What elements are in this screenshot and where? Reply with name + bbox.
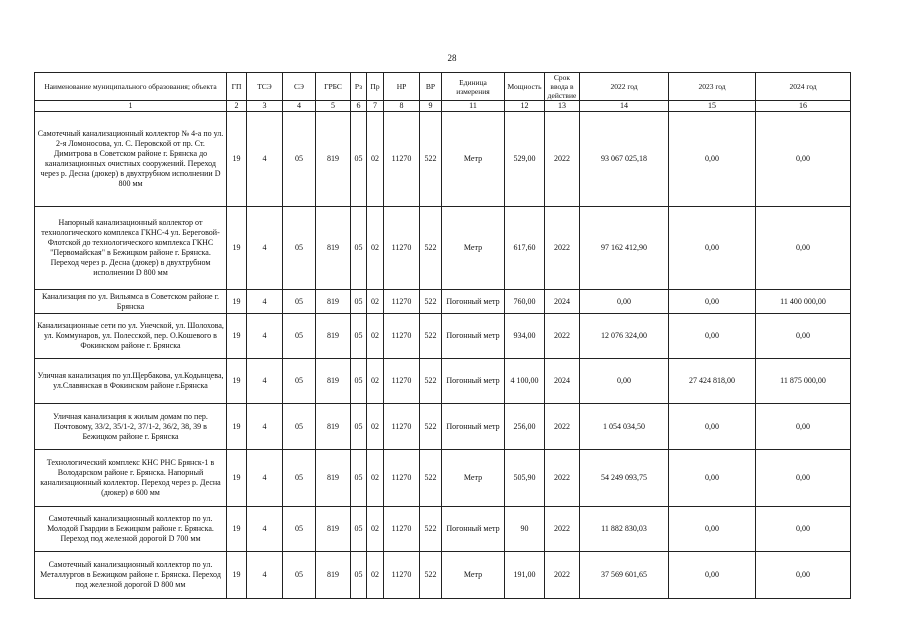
cell-deadline: 2022	[545, 314, 580, 359]
cell-tse: 4	[247, 290, 283, 314]
cell-2024: 0,00	[756, 450, 851, 507]
cell-tse: 4	[247, 359, 283, 404]
cell-gp: 19	[227, 207, 247, 290]
object-name: Уличная канализация по ул.Щербакова, ул.Кодынцева, ул.Славянская в Фокинском районе г.Брянска	[35, 359, 227, 404]
table-row	[35, 359, 851, 404]
cell-2022: 0,00	[580, 359, 669, 404]
cell-deadline: 2024	[545, 359, 580, 404]
column-number: 7	[367, 101, 384, 112]
cell-grbs: 819	[316, 112, 351, 207]
cell-capacity: 934,00	[505, 314, 545, 359]
cell-2023: 0,00	[669, 290, 756, 314]
cell-se: 05	[283, 207, 316, 290]
cell-2022: 12 076 324,00	[580, 314, 669, 359]
cell-nr: 11270	[384, 552, 420, 599]
column-number: 11	[442, 101, 505, 112]
cell-deadline: 2022	[545, 112, 580, 207]
cell-gp: 19	[227, 552, 247, 599]
column-number: 9	[420, 101, 442, 112]
cell-2024: 0,00	[756, 507, 851, 552]
cell-2023: 27 424 818,00	[669, 359, 756, 404]
header-2024: 2024 год	[756, 73, 851, 101]
object-name: Самотечный канализационный коллектор № 4-а по ул. 2-я Ломоносова, ул. С. Перовской от пр. Ст. Димитрова в Советском районе г. Брянска до канализационных очистных сооружений. Переход через р. Десна (дюкер) в двухтрубном исполнении D 800 мм	[35, 112, 227, 207]
header-deadline: Срок ввода в действие	[545, 73, 580, 101]
table-row	[35, 290, 851, 314]
cell-unit: Погонный метр	[442, 314, 505, 359]
table-row	[35, 552, 851, 599]
cell-pr: 02	[367, 207, 384, 290]
cell-deadline: 2024	[545, 290, 580, 314]
cell-deadline: 2022	[545, 404, 580, 450]
column-number: 6	[351, 101, 367, 112]
cell-vr: 522	[420, 112, 442, 207]
cell-2023: 0,00	[669, 112, 756, 207]
column-number: 13	[545, 101, 580, 112]
cell-se: 05	[283, 450, 316, 507]
cell-nr: 11270	[384, 207, 420, 290]
cell-gp: 19	[227, 450, 247, 507]
cell-capacity: 529,00	[505, 112, 545, 207]
cell-rz: 05	[351, 112, 367, 207]
cell-unit: Метр	[442, 450, 505, 507]
cell-grbs: 819	[316, 552, 351, 599]
cell-tse: 4	[247, 112, 283, 207]
cell-capacity: 90	[505, 507, 545, 552]
column-number: 8	[384, 101, 420, 112]
cell-2023: 0,00	[669, 404, 756, 450]
cell-rz: 05	[351, 359, 367, 404]
cell-2023: 0,00	[669, 552, 756, 599]
cell-pr: 02	[367, 314, 384, 359]
object-name: Уличная канализация к жилым домам по пер. Почтовому, 33/2, 35/1-2, 37/1-2, 36/2, 38, 39 в Бежицком районе г. Брянска	[35, 404, 227, 450]
cell-capacity: 256,00	[505, 404, 545, 450]
cell-unit: Погонный метр	[442, 507, 505, 552]
cell-grbs: 819	[316, 314, 351, 359]
cell-grbs: 819	[316, 450, 351, 507]
cell-2022: 93 067 025,18	[580, 112, 669, 207]
cell-nr: 11270	[384, 112, 420, 207]
cell-pr: 02	[367, 450, 384, 507]
object-name: Самотечный канализационный коллектор по ул. Молодой Гвардии в Бежицком районе г. Брянска. Переход под железной дорогой D 700 мм	[35, 507, 227, 552]
column-number: 12	[505, 101, 545, 112]
cell-rz: 05	[351, 552, 367, 599]
cell-nr: 11270	[384, 507, 420, 552]
cell-2022: 97 162 412,90	[580, 207, 669, 290]
object-name: Канализация по ул. Вильямса в Советском районе г. Брянска	[35, 290, 227, 314]
column-number: 1	[35, 101, 227, 112]
header-2023: 2023 год	[669, 73, 756, 101]
cell-2022: 11 882 830,03	[580, 507, 669, 552]
header-vr: ВР	[420, 73, 442, 101]
cell-vr: 522	[420, 359, 442, 404]
cell-gp: 19	[227, 314, 247, 359]
cell-pr: 02	[367, 507, 384, 552]
cell-se: 05	[283, 359, 316, 404]
cell-2024: 0,00	[756, 552, 851, 599]
cell-nr: 11270	[384, 314, 420, 359]
cell-pr: 02	[367, 290, 384, 314]
header-se: СЭ	[283, 73, 316, 101]
cell-se: 05	[283, 507, 316, 552]
cell-nr: 11270	[384, 450, 420, 507]
cell-2024: 0,00	[756, 314, 851, 359]
cell-vr: 522	[420, 404, 442, 450]
object-name: Напорный канализационный коллектор от технологического комплекса ГКНС-4 ул. Береговой-Флотской до технологического комплекса ГКНС "Первомайская" в Бежицком районе г. Брянска. Переход через р. Десна (дюкер) в двухтрубном исполнении D 800 мм	[35, 207, 227, 290]
cell-pr: 02	[367, 404, 384, 450]
column-number: 3	[247, 101, 283, 112]
object-name: Технологический комплекс КНС РНС Брянск-1 в Володарском районе г. Брянска. Напорный канализационный коллектор. Переход через р. Десна (дюкер) ø 600 мм	[35, 450, 227, 507]
cell-rz: 05	[351, 507, 367, 552]
cell-deadline: 2022	[545, 552, 580, 599]
cell-2024: 0,00	[756, 404, 851, 450]
cell-tse: 4	[247, 404, 283, 450]
cell-tse: 4	[247, 207, 283, 290]
cell-vr: 522	[420, 314, 442, 359]
cell-2022: 1 054 034,50	[580, 404, 669, 450]
object-name: Самотечный канализационный коллектор по ул. Металлургов в Бежицком районе г. Брянска. Переход под железной дорогой D 800 мм	[35, 552, 227, 599]
cell-rz: 05	[351, 207, 367, 290]
column-number: 15	[669, 101, 756, 112]
header-tse: ТСЭ	[247, 73, 283, 101]
cell-2024: 11 400 000,00	[756, 290, 851, 314]
table-row	[35, 207, 851, 290]
column-number: 2	[227, 101, 247, 112]
table-row	[35, 507, 851, 552]
cell-gp: 19	[227, 359, 247, 404]
cell-vr: 522	[420, 552, 442, 599]
cell-rz: 05	[351, 450, 367, 507]
cell-vr: 522	[420, 507, 442, 552]
cell-capacity: 505,90	[505, 450, 545, 507]
cell-2023: 0,00	[669, 314, 756, 359]
cell-pr: 02	[367, 112, 384, 207]
object-name: Канализационные сети по ул. Унечской, ул. Шолохова, ул. Коммунаров, ул. Полесской, пер. О.Кошевого в Фокинском районе г. Брянска	[35, 314, 227, 359]
header-gp: ГП	[227, 73, 247, 101]
cell-unit: Погонный метр	[442, 404, 505, 450]
cell-unit: Метр	[442, 207, 505, 290]
cell-vr: 522	[420, 290, 442, 314]
cell-gp: 19	[227, 404, 247, 450]
header-grbs: ГРБС	[316, 73, 351, 101]
cell-nr: 11270	[384, 290, 420, 314]
cell-gp: 19	[227, 290, 247, 314]
header-unit: Единица измерения	[442, 73, 505, 101]
cell-grbs: 819	[316, 507, 351, 552]
cell-grbs: 819	[316, 404, 351, 450]
table-row	[35, 450, 851, 507]
cell-capacity: 617,60	[505, 207, 545, 290]
cell-pr: 02	[367, 552, 384, 599]
cell-unit: Погонный метр	[442, 359, 505, 404]
cell-grbs: 819	[316, 207, 351, 290]
cell-tse: 4	[247, 314, 283, 359]
cell-grbs: 819	[316, 359, 351, 404]
table-row	[35, 404, 851, 450]
cell-tse: 4	[247, 507, 283, 552]
table-row	[35, 112, 851, 207]
cell-2023: 0,00	[669, 450, 756, 507]
column-number: 16	[756, 101, 851, 112]
cell-capacity: 191,00	[505, 552, 545, 599]
column-number: 14	[580, 101, 669, 112]
header-nr: НР	[384, 73, 420, 101]
cell-2024: 0,00	[756, 207, 851, 290]
cell-se: 05	[283, 552, 316, 599]
header-row	[35, 73, 851, 101]
page-number: 28	[447, 53, 457, 63]
cell-se: 05	[283, 314, 316, 359]
budget-table	[34, 72, 851, 599]
column-number: 5	[316, 101, 351, 112]
cell-deadline: 2022	[545, 507, 580, 552]
cell-2022: 37 569 601,65	[580, 552, 669, 599]
cell-2024: 0,00	[756, 112, 851, 207]
cell-se: 05	[283, 290, 316, 314]
cell-2023: 0,00	[669, 507, 756, 552]
header-2022: 2022 год	[580, 73, 669, 101]
cell-vr: 522	[420, 207, 442, 290]
cell-pr: 02	[367, 359, 384, 404]
cell-2023: 0,00	[669, 207, 756, 290]
header-capacity: Мощность	[505, 73, 545, 101]
table-row	[35, 314, 851, 359]
cell-gp: 19	[227, 507, 247, 552]
cell-nr: 11270	[384, 404, 420, 450]
cell-gp: 19	[227, 112, 247, 207]
cell-2024: 11 875 000,00	[756, 359, 851, 404]
table-body	[35, 112, 851, 599]
header-rz: Рз	[351, 73, 367, 101]
header-pr: Пр	[367, 73, 384, 101]
cell-rz: 05	[351, 404, 367, 450]
cell-deadline: 2022	[545, 450, 580, 507]
cell-se: 05	[283, 404, 316, 450]
cell-capacity: 4 100,00	[505, 359, 545, 404]
header-name: Наименование муниципального образования; объекта	[35, 73, 227, 101]
cell-vr: 522	[420, 450, 442, 507]
cell-unit: Метр	[442, 552, 505, 599]
cell-tse: 4	[247, 450, 283, 507]
cell-rz: 05	[351, 290, 367, 314]
cell-2022: 54 249 093,75	[580, 450, 669, 507]
cell-rz: 05	[351, 314, 367, 359]
cell-unit: Метр	[442, 112, 505, 207]
cell-deadline: 2022	[545, 207, 580, 290]
cell-se: 05	[283, 112, 316, 207]
cell-unit: Погонный метр	[442, 290, 505, 314]
cell-nr: 11270	[384, 359, 420, 404]
cell-capacity: 760,00	[505, 290, 545, 314]
column-number-row	[35, 101, 851, 112]
cell-grbs: 819	[316, 290, 351, 314]
cell-tse: 4	[247, 552, 283, 599]
column-number: 4	[283, 101, 316, 112]
cell-2022: 0,00	[580, 290, 669, 314]
